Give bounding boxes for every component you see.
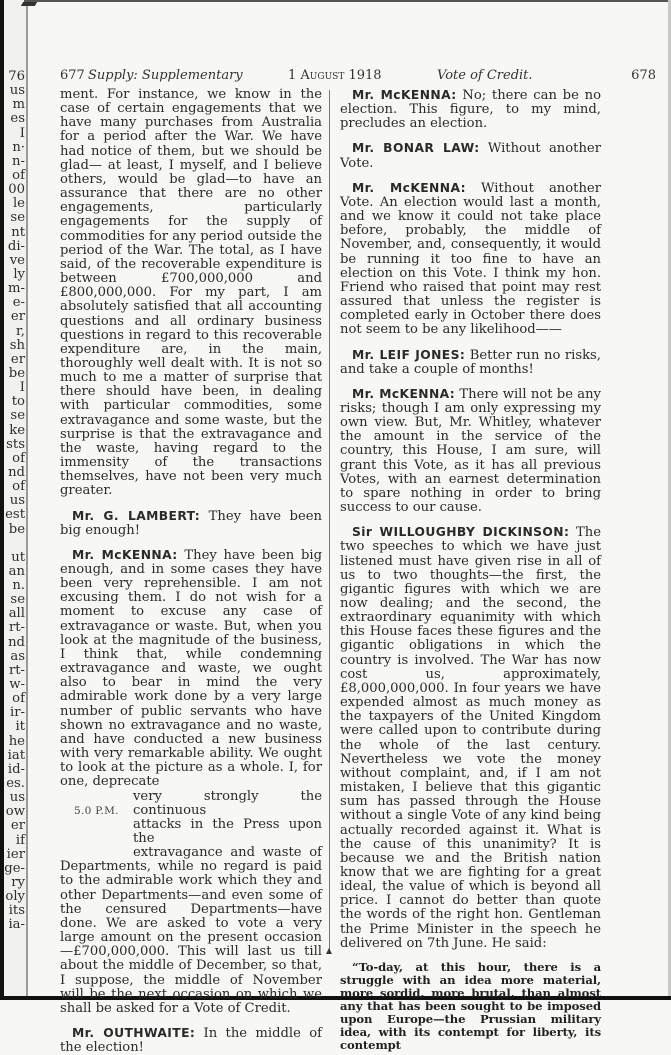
header-title-left: Supply: Supplementary: [88, 68, 243, 83]
speaker-name: Sir WILLOUGHBY DICKINSON:: [352, 525, 570, 540]
previous-page-edge: [0, 0, 26, 1000]
previous-page-fragment: ly: [13, 266, 25, 282]
time-marker: 5.0 P.M.: [74, 804, 119, 817]
speaker-name: Mr. G. LAMBERT:: [72, 508, 201, 523]
previous-page-fragment: [4, 537, 25, 551]
speech-leif-jones: [340, 348, 601, 377]
block-quote: [340, 961, 601, 1052]
speech-text-indented: extravagance and waste of: [133, 845, 322, 861]
previous-page-fragment: rt-: [8, 620, 25, 636]
previous-page-fragment: of: [12, 691, 25, 707]
previous-page-fragment: ia-: [8, 917, 25, 933]
previous-page-fragment: est: [5, 507, 25, 523]
previous-page-fragment: id-: [7, 761, 25, 777]
speech-text: They have been big enough!: [60, 508, 322, 538]
previous-page-fragment: sh: [9, 337, 25, 353]
previous-page-fragment: er: [10, 818, 25, 834]
previous-page-fragment: ir-: [10, 705, 25, 721]
paragraph-continued: ment. For instance, we know in the case of certain engagements that we have many purchases from Australia for a period after the War. We have had notice of them, but we should be glad— at least, I myself, and I believe others, would be glad—to have an assurance that there are no other engagements, particularly engagements for the supply of commodities for any period outside the period of the War. The total, as I have said, of the recoverable expenditure is between £700,000,000 and £800,000,000. For my part, I am absolutely satisfied that all accounting questions and all ordinary business questions in regard to this recoverable expenditure are, in the main, thoroughly well dealt with. It is not so much to me a matter of surprise that there should have been, in dealing with particular commodities, some extravagance and some waste, but the surprise is that the extravagance and the waste, having regard to the immensity of the transactions themselves, have not been very much greater.: [60, 87, 322, 499]
speaker-name: Mr. McKENNA:: [72, 547, 178, 562]
previous-page-fragment: be: [8, 365, 25, 381]
speaker-name: Mr. LEIF JONES:: [352, 347, 466, 362]
quote-text: “To-day, at this hour, there is a struggle with an idea more material, more sordid, more brutal, than almost any that has been sought to be imposed upon Europe—the Prussian military idea, with its contempt for liberty, its contempt: [340, 959, 601, 1052]
previous-page-fragment: of: [12, 167, 25, 183]
previous-page-fragment: n·: [12, 139, 25, 155]
page-corner-fold: [21, 2, 37, 6]
previous-page-fragment: m: [12, 97, 25, 113]
previous-page-fragment: er: [10, 351, 25, 367]
page-gutter-line: [26, 0, 28, 1000]
speaker-name: Mr. OUTHWAITE:: [72, 1026, 196, 1040]
speech-outhwaite: [60, 1026, 322, 1055]
previous-page-fragment: se: [10, 408, 25, 424]
speaker-name: Mr. McKENNA:: [352, 88, 457, 102]
previous-page-fragment: as: [10, 648, 25, 664]
speech-text: They have been big enough, and in some cases they have been very reprehensible. I am not excusing them. I do not wish for a moment to excuse any case of extravagance or waste. But, when you look at the magnitude of the business, I think that, while condemning extravagance and waste, we ought also to bear in mind the very admirable work done by a very large number of public servants who have shown no extravagance and no waste, and have conducted a new business with very remarkable ability. We ought to look at the picture as a whole. I, for one, deprecate: [60, 547, 322, 790]
previous-page-fragment: an: [8, 563, 25, 579]
previous-page-fragment: es.: [6, 776, 25, 792]
previous-page-fragment: se: [10, 592, 25, 608]
page-top-edge: [24, 0, 671, 2]
previous-page-fragment: if: [15, 832, 25, 848]
previous-page-fragment: es: [10, 111, 25, 127]
previous-page-fragment: of: [12, 479, 25, 495]
previous-page-fragment: oly: [5, 889, 25, 905]
previous-page-fragment: m-: [8, 281, 25, 297]
previous-page-fragment: ier: [6, 846, 25, 862]
previous-page-fragment: be: [8, 521, 25, 537]
previous-page-fragment: di-: [7, 238, 25, 254]
previous-page-fragment: 76: [8, 69, 25, 84]
speech-bonar-law: [340, 141, 601, 170]
previous-page-fragment: ke: [9, 422, 25, 438]
previous-page-fragment: w-: [9, 677, 25, 693]
speech-text-indented: attacks in the Press upon the: [133, 816, 322, 846]
previous-page-fragment: ge-: [4, 860, 25, 876]
previous-page-fragments: [4, 70, 25, 933]
previous-page-fragment: se: [10, 210, 25, 226]
speaker-name: Mr. BONAR LAW:: [352, 141, 480, 156]
previous-page-fragment: he: [8, 733, 25, 749]
divider-end-mark: [326, 948, 332, 954]
previous-page-fragment: r,: [15, 323, 25, 339]
previous-page-fragment: nt: [11, 224, 25, 240]
speech-text: There will not be any risks; though I am only expressing my own view. But, Mr. Whitley, whatever the amount in the service of the country, this House, I am sure, will grant this Vote, as it has all previous Votes, with an earnest determination to spare nothing in order to bring success to our cause.: [340, 386, 601, 516]
speaker-name: Mr. McKENNA:: [352, 180, 466, 195]
speech-text: Without another Vote. An election would last a month, and we know it could not take place before, probably, the middle of November, and, consequently, it would be running it too fine to have an election on this Vote. I think my hon. Friend who raised that point may rest assured that unless the register is completed early in October there does not seem to be any likelihood——: [340, 180, 601, 338]
previous-page-fragment: it: [15, 719, 25, 735]
speech-mckenna: [60, 548, 322, 1016]
header-date: 1 August 1918: [288, 68, 382, 83]
previous-page-fragment: us: [9, 790, 25, 806]
previous-page-fragment: nd: [8, 464, 25, 480]
previous-page-fragment: n.: [12, 578, 25, 594]
speech-mckenna: [340, 181, 601, 338]
speech-text: The two speeches to which we have just listened must have given rise in all of us to two thoughts—the first, the gigantic figures with which we are now dealing; and the second, the extraordinary equanimity with which this House faces these figures and the gigantic obligations in which the country is involved. The War has now cost us, approximately, £8,000,000,000. In four years we have expended almost as much money as the taxpayers of the United Kingdom were called upon to contribute during the whole of the last century. Nevertheless we vote the money without complaint, and, if I am not mistaken, I believe that this gigantic sum has passed through the House without a single Vote of any kind being actually recorded against it. What is the cause of this unanimity? It is because we and the British nation know that we are fighting for a great ideal, the value of which is beyond all price. I cannot do better than quote the words of the right hon. Gentleman the Prime Minister in the speech he delivered on 7th June. He said:: [340, 525, 601, 951]
previous-page-fragment: to: [11, 394, 25, 410]
previous-page-fragment: ry: [11, 875, 25, 891]
left-column: [60, 88, 322, 1055]
speech-dickinson: [340, 525, 601, 951]
speech-text: In the middle of the election!: [60, 1026, 322, 1055]
header-title-right: Vote of Credit.: [437, 68, 533, 83]
previous-page-fragment: e-: [12, 295, 25, 311]
running-header: [60, 68, 656, 86]
speech-text: Departments, while no regard is paid to the admirable work which they and other Departments—and even some of the censured Departments—have done. We are asked to vote a very large amount on the present occasion—£700,000,000. This will last us till about the middle of December, so that, I suppose, the middle of November will be the next occasion on which we shall be asked for a Vote of Credit.: [60, 859, 322, 1016]
speech-text: Without another Vote.: [340, 141, 601, 171]
column-divider: [329, 90, 330, 950]
speech-text: Better run no risks, and take a couple of months!: [340, 347, 601, 377]
previous-page-fragment: us: [9, 493, 25, 509]
previous-page-fragment: its: [8, 903, 25, 919]
previous-page-fragment: n-: [12, 153, 25, 169]
previous-page-fragment: of: [12, 450, 25, 466]
speech-lambert: [60, 509, 322, 538]
right-column: [340, 88, 601, 1052]
speech-mckenna: [340, 387, 601, 515]
previous-page-fragment: ut: [11, 549, 25, 565]
page-number-right: 678: [631, 68, 656, 83]
previous-page-fragment: sts: [6, 436, 25, 452]
previous-page-fragment: I: [19, 125, 25, 141]
speech-text-indented: very strongly the continuous: [133, 788, 322, 818]
previous-page-fragment: ow: [5, 804, 25, 820]
speech-text: No; there can be no election. This figure, to my mind, precludes an election.: [340, 88, 601, 132]
previous-page-fragment: nd: [8, 634, 25, 650]
previous-page-fragment: er: [10, 309, 25, 325]
previous-page-fragment: ve: [9, 252, 25, 268]
page-number-left: 677: [60, 68, 85, 83]
previous-page-fragment: rt-: [8, 662, 25, 678]
speaker-name: Mr. McKENNA:: [352, 386, 456, 401]
previous-page-fragment: iat: [7, 747, 25, 763]
previous-page-fragment: le: [12, 196, 25, 212]
previous-page-fragment: us: [9, 83, 25, 99]
speech-mckenna: [340, 88, 601, 131]
previous-page-fragment: all: [8, 606, 25, 622]
previous-page-fragment: 00: [8, 182, 25, 198]
previous-page-fragment: I: [19, 380, 25, 396]
